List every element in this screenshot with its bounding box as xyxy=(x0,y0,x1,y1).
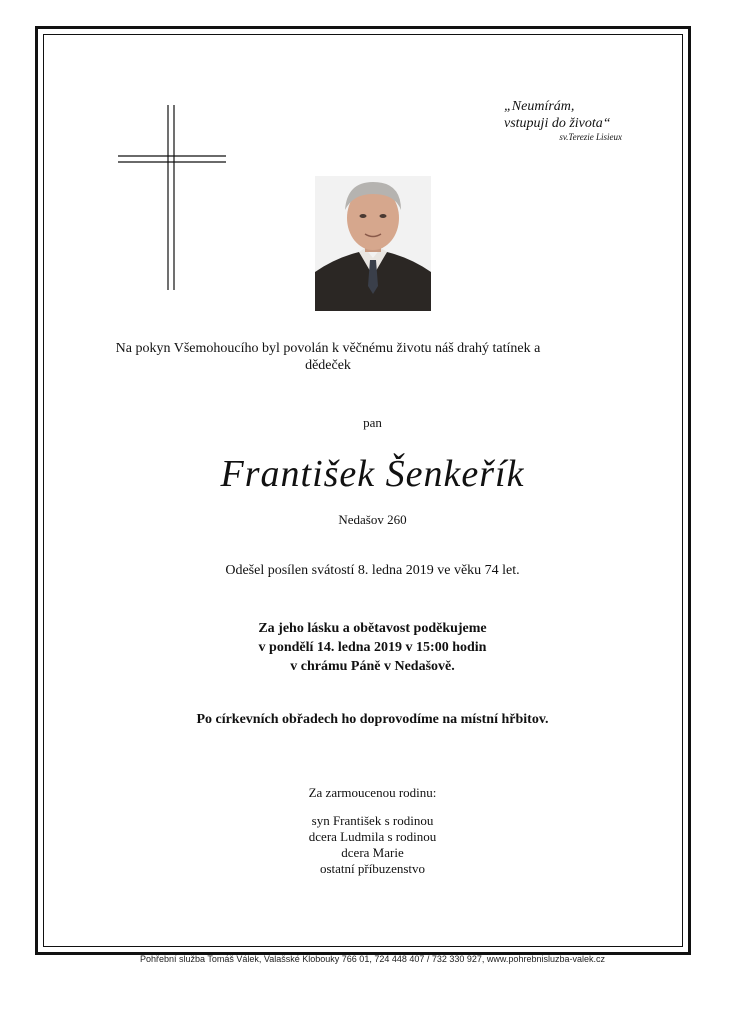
family-list xyxy=(0,813,745,877)
ceremony-line-3: v chrámu Páně v Nedašově. xyxy=(290,659,455,674)
quote-line-2: vstupuji do života“ xyxy=(504,116,611,131)
ceremony-line-1: Za jeho lásku a obětavost poděkujeme xyxy=(258,621,487,636)
family-member: syn František s rodinou xyxy=(311,813,434,828)
burial-statement: Po církevních obřadech ho doprovodíme na místní hřbitov. xyxy=(196,712,549,727)
family-member: ostatní příbuzenstvo xyxy=(319,861,426,876)
ceremony-details xyxy=(0,619,745,676)
family-member: dcera Ludmila s rodinou xyxy=(308,829,437,844)
ceremony-line-2: v pondělí 14. ledna 2019 v 15:00 hodin xyxy=(258,640,487,655)
family-member: dcera Marie xyxy=(341,845,404,860)
quote xyxy=(504,98,674,143)
quote-author: sv.Terezie Lisieux xyxy=(559,132,622,142)
cross-icon xyxy=(118,105,226,290)
title-word: pan xyxy=(363,415,382,430)
portrait-photo xyxy=(315,176,431,311)
family-heading: Za zarmoucenou rodinu: xyxy=(308,785,437,800)
intro-text: Na pokyn Všemohoucího byl povolán k věčnému životu náš drahý tatínek a dědeček xyxy=(115,341,541,373)
quote-line-1: „Neumírám, xyxy=(504,99,575,114)
deceased-name: František Šenkeřík xyxy=(220,453,525,495)
address: Nedašov 260 xyxy=(338,512,407,527)
funeral-service-footer: Pohřební služba Tomáš Válek, Valašské Klobouky 766 01, 724 448 407 / 732 330 927, www.pohrebnisluzba-valek.cz xyxy=(140,954,605,964)
passing-statement: Odešel posílen svátostí 8. ledna 2019 ve věku 74 let. xyxy=(225,563,520,578)
